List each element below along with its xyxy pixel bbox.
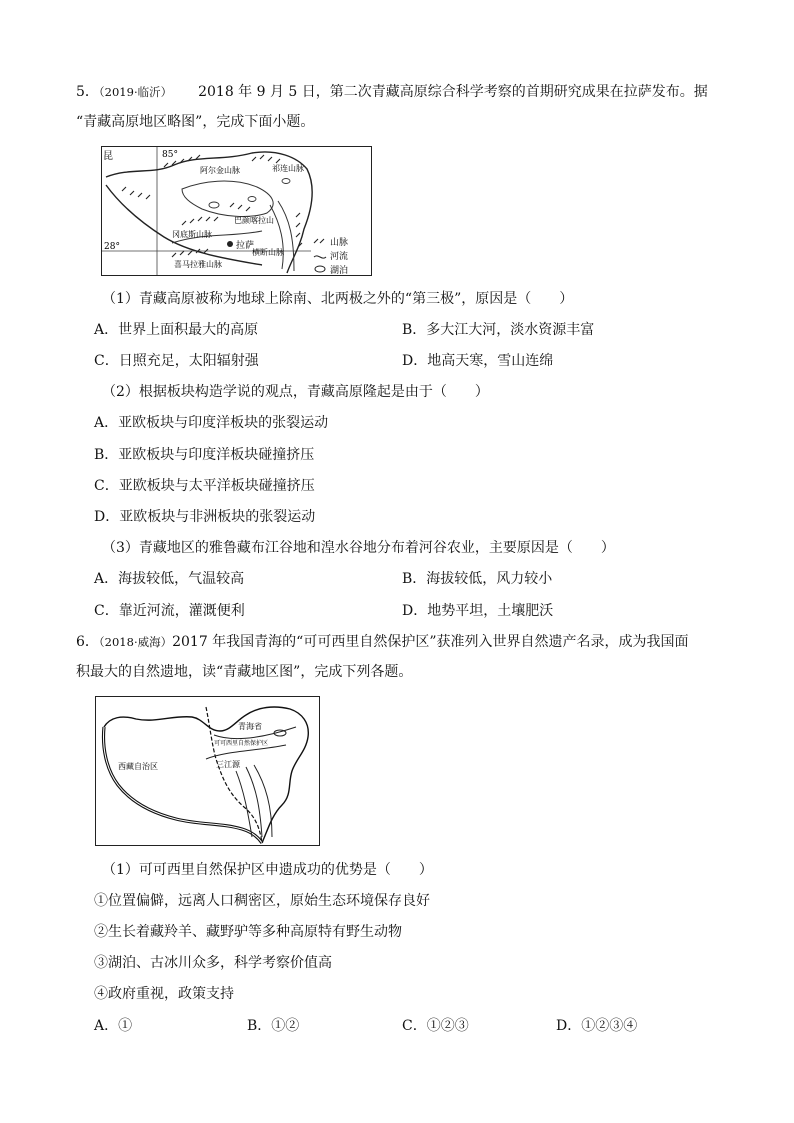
qinghai-tibet-region-map [95, 696, 320, 846]
map-corner-label: 昆 [103, 151, 113, 162]
q6-sub1-option-b[interactable]: B．①② [247, 1018, 300, 1034]
q5-sub3-option-d[interactable]: D．地势平坦，土壤肥沃 [402, 603, 554, 619]
longitude-label: 85° [162, 150, 178, 160]
q5-sub1-option-d[interactable]: D．地高天寒，雪山连绵 [402, 353, 554, 369]
lhasa-label: 拉萨 [236, 241, 255, 251]
plateau-map-drawing [102, 147, 371, 275]
q5-sub1-option-c[interactable]: C．日照充足，太阳辐射强 [94, 353, 259, 369]
mountain-label-altun: 阿尔金山脉 [200, 166, 240, 175]
sanjiangyuan-label: 三江源 [216, 760, 240, 769]
q5-sub2-stem: （2）根据板块构造学说的观点，青藏高原隆起是由于（ ） [102, 384, 489, 400]
question-stem-line2: “青藏高原地区略图”，完成下面小题。 [76, 114, 315, 130]
mountain-label-himalaya: 喜马拉雅山脉 [174, 260, 222, 269]
legend-river: 河流 [330, 252, 349, 262]
legend-lake: 湖泊 [330, 266, 349, 275]
region-map-drawing [96, 697, 319, 845]
q6-sub1-item-3: ③湖泊、古冰川众多，科学考察价值高 [94, 955, 332, 971]
q6-sub1-item-2: ②生长着藏羚羊、藏野驴等多种高原特有野生动物 [94, 924, 402, 940]
q5-sub3-option-a[interactable]: A．海拔较低，气温较高 [94, 571, 245, 587]
q5-sub3-option-c[interactable]: C．靠近河流，灌溉便利 [94, 603, 245, 619]
legend-mountain: 山脉 [330, 238, 349, 248]
q6-sub1-item-1: ①位置偏僻，远离人口稠密区，原始生态环境保存良好 [94, 893, 430, 909]
question-source: （2018·威海） [98, 635, 173, 649]
question-number: 5． [76, 84, 99, 100]
q5-sub1-option-b[interactable]: B．多大江大河，淡水资源丰富 [402, 322, 595, 338]
q6-sub1-stem: （1）可可西里自然保护区申遗成功的优势是（ ） [102, 862, 433, 878]
question-stem: 2018 年 9 月 5 日，第二次青藏高原综合科学考察的首期研究成果在拉萨发布。据 [198, 84, 708, 100]
mountain-label-gangdise: 冈底斯山脉 [172, 230, 212, 239]
q5-sub3-option-b[interactable]: B．海拔较低，风力较小 [402, 571, 553, 587]
q5-sub3-stem: （3）青藏地区的雅鲁藏布江谷地和湟水谷地分布着河谷农业，主要原因是（ ） [102, 540, 615, 556]
mountain-label-bayan-har: 巴颜喀拉山 [234, 216, 274, 225]
q6-sub1-option-d[interactable]: D．①②③④ [556, 1018, 638, 1034]
mountain-label-qilian: 祁连山脉 [272, 164, 304, 173]
q6-sub1-option-c[interactable]: C．①②③ [402, 1018, 469, 1034]
hoh-xil-label: 可可西里自然保护区 [214, 740, 269, 747]
q6-sub1-option-a[interactable]: A．① [94, 1018, 133, 1034]
qinghai-label: 青海省 [238, 722, 262, 731]
question-number: 6． [76, 634, 99, 650]
question-source: （2019·临沂） [98, 85, 173, 99]
question-stem-line2: 积最大的自然遗地，读“青藏地区图”，完成下列各题。 [76, 664, 413, 680]
q5-sub2-option-b[interactable]: B．亚欧板块与印度洋板块碰撞挤压 [94, 447, 315, 463]
latitude-label: 28° [104, 242, 120, 252]
q5-sub2-option-c[interactable]: C．亚欧板块与太平洋板块碰撞挤压 [94, 478, 315, 494]
tibet-label: 西藏自治区 [118, 762, 158, 771]
map-legend [314, 236, 348, 275]
q5-sub1-stem: （1）青藏高原被称为地球上除南、北两极之外的“第三极”，原因是（ ） [102, 291, 574, 307]
q6-sub1-item-4: ④政府重视，政策支持 [94, 986, 234, 1002]
question-6-header [76, 632, 689, 652]
question-stem: 2017 年我国青海的“可可西里自然保护区”获准列入世界自然遗产名录，成为我国面 [172, 634, 689, 650]
question-5-header [76, 82, 708, 102]
q5-sub1-option-a[interactable]: A．世界上面积最大的高原 [94, 322, 259, 338]
lake-legend-icon [315, 266, 325, 272]
q5-sub2-option-d[interactable]: D．亚欧板块与非洲板块的张裂运动 [94, 509, 316, 525]
mountain-legend-icon [314, 239, 324, 243]
qinghai-tibet-plateau-map [101, 146, 372, 276]
mountain-label-hengduan: 横断山脉 [252, 248, 284, 257]
river-legend-icon [314, 256, 326, 258]
q5-sub2-option-a[interactable]: A．亚欧板块与印度洋板块的张裂运动 [94, 415, 329, 431]
